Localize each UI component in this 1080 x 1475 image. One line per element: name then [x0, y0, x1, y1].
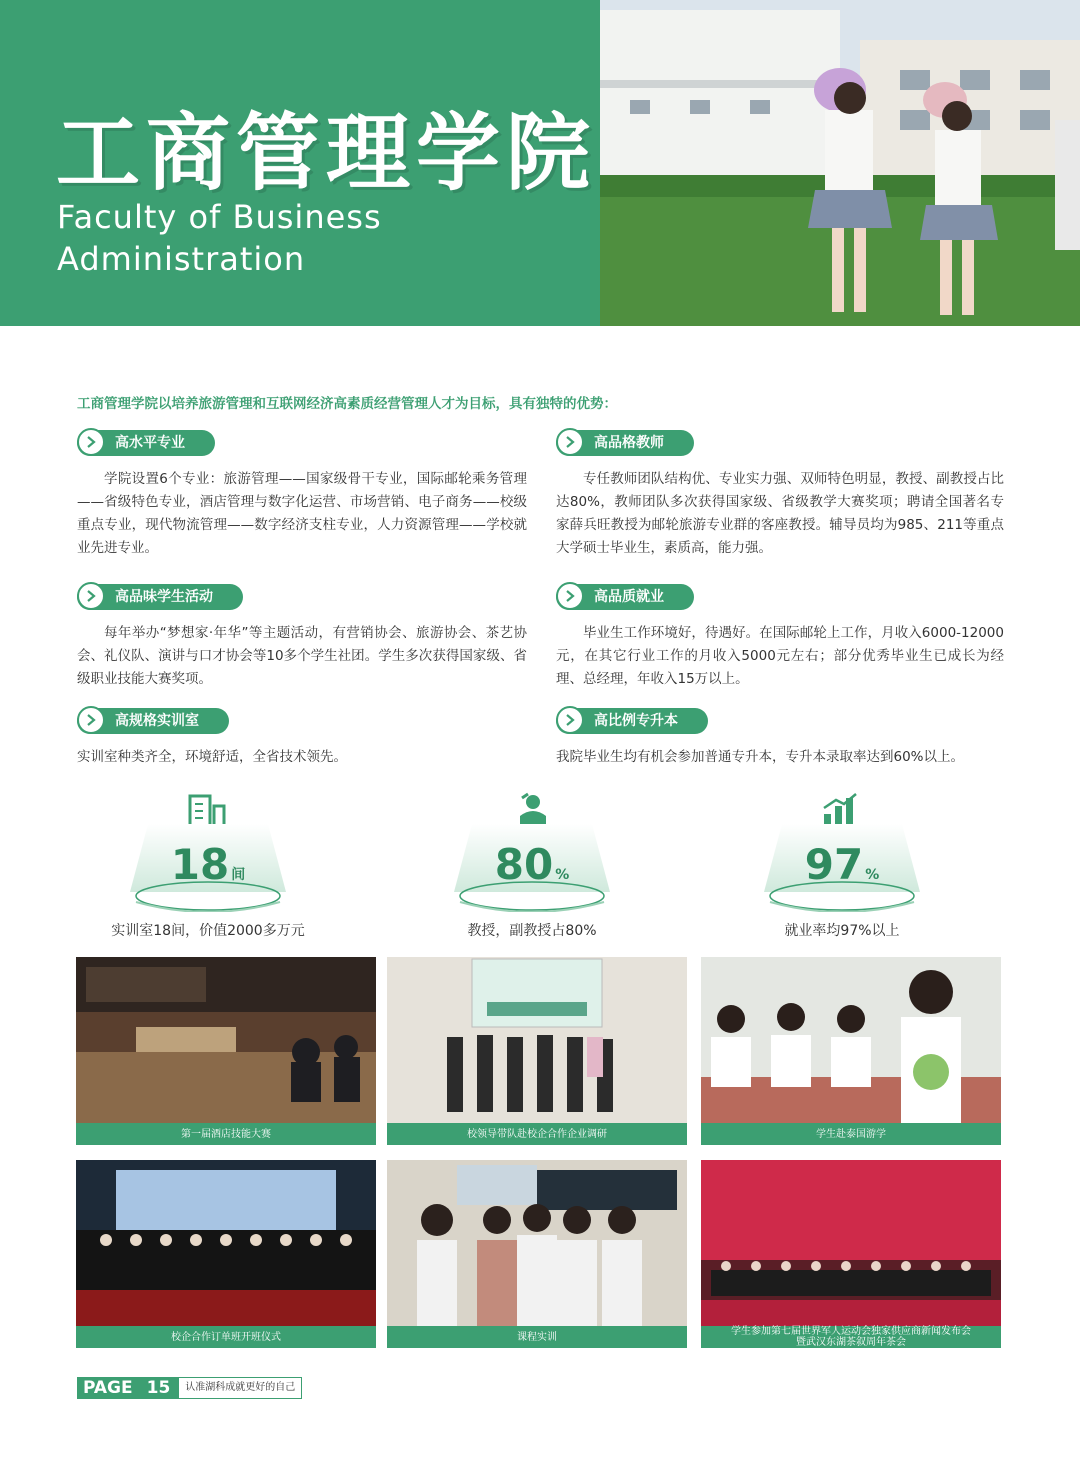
arrow-circle-icon: [77, 428, 105, 456]
photo-image: [387, 957, 687, 1123]
photo-caption: 校领导带队赴校企合作企业调研: [387, 1123, 687, 1145]
feature-title: 高品格教师: [594, 435, 664, 451]
feature-labs: [77, 708, 527, 769]
photo-caption-line-2: 暨武汉东湖茶叙周年茶会: [796, 1337, 906, 1348]
feature-title-badge: [77, 584, 243, 610]
photo-course-training: [387, 1160, 687, 1348]
feature-text: 每年举办“梦想家·年华”等主题活动，有营销协会、旅游协会、茶艺协会、礼仪队、演讲与口才协会等10多个学生社团。学生多次获得国家级、省级职业技能大赛奖项。: [77, 625, 527, 687]
page-subtitle: [57, 196, 577, 280]
feature-title: 高品质就业: [594, 589, 664, 605]
stat-number: [382, 840, 682, 889]
photo-caption: 课程实训: [387, 1326, 687, 1348]
photo-military-games-conference: [701, 1160, 1001, 1348]
page-title: 工商管理学院: [56, 104, 597, 202]
page-footer: [77, 1377, 302, 1399]
stat-teachers: [382, 792, 682, 942]
page-label: PAGE: [83, 1378, 133, 1398]
photo-caption: 校企合作订单班开班仪式: [76, 1326, 376, 1348]
page-number-box: [77, 1377, 178, 1399]
arrow-circle-icon: [556, 706, 584, 734]
arrow-circle-icon: [556, 582, 584, 610]
students-jumping-illustration: [600, 0, 1080, 326]
photo-enterprise-visit: [387, 957, 687, 1145]
arrow-circle-icon: [77, 706, 105, 734]
stat-caption: 教授，副教授占80%: [467, 923, 597, 939]
feature-professional: [77, 430, 527, 560]
photo-image: [76, 957, 376, 1123]
subtitle-line-1: Faculty of Business: [57, 198, 382, 236]
stat-unit: %: [555, 867, 570, 883]
stat-number: [692, 840, 992, 889]
feature-upgrade: [556, 708, 1004, 769]
stat-caption: 实训室18间，价值2000多万元: [111, 923, 305, 939]
arrow-circle-icon: [556, 428, 584, 456]
stat-value: 97: [804, 840, 864, 889]
stat-number: [58, 840, 358, 889]
intro-text: 工商管理学院以培养旅游管理和互联网经济高素质经营管理人才为目标，具有独特的优势：: [77, 396, 617, 412]
photo-caption: [701, 1326, 1001, 1348]
stat-labs: [58, 792, 358, 942]
feature-text: 学院设置6个专业：旅游管理——国家级骨干专业，国际邮轮乘务管理——省级特色专业，酒店管理与数字化运营、市场营销、电子商务——校级重点专业，现代物流管理——数字经济支柱专业，人力资源管理——学校就业先进专业。: [77, 471, 527, 556]
photo-order-class-ceremony: [76, 1160, 376, 1348]
stat-employment: [692, 792, 992, 942]
photo-caption: 第一届酒店技能大赛: [76, 1123, 376, 1145]
page-number: 15: [146, 1378, 171, 1398]
stat-value: 18: [170, 840, 230, 889]
header-banner: [0, 0, 1080, 326]
feature-title-badge: [77, 708, 229, 734]
photo-image: [701, 1160, 1001, 1326]
stat-unit: 间: [231, 867, 246, 883]
photo-caption: 学生赴泰国游学: [701, 1123, 1001, 1145]
photo-image: [387, 1160, 687, 1326]
photo-thailand-study-tour: [701, 957, 1001, 1145]
feature-title: 高品味学生活动: [115, 589, 213, 605]
feature-text: 毕业生工作环境好，待遇好。在国际邮轮上工作，月收入6000-12000元，在其它行业工作的月收入5000元左右；部分优秀毕业生已成长为经理、总经理，年收入15万以上。: [556, 625, 1004, 687]
arrow-circle-icon: [77, 582, 105, 610]
feature-employment: [556, 584, 1004, 691]
feature-title: 高比例专升本: [594, 713, 678, 729]
feature-title-badge: [556, 430, 694, 456]
photo-image: [701, 957, 1001, 1123]
photo-hotel-skills-contest: [76, 957, 376, 1145]
feature-title-badge: [556, 584, 694, 610]
subtitle-line-2: Administration: [57, 240, 306, 278]
feature-title: 高规格实训室: [115, 713, 199, 729]
feature-activities: [77, 584, 527, 691]
stat-value: 80: [494, 840, 554, 889]
photo-caption-line-1: 学生参加第七届世界军人运动会独家供应商新闻发布会: [731, 1326, 971, 1337]
stat-caption: 就业率均97%以上: [784, 923, 900, 939]
feature-title-badge: [77, 430, 215, 456]
feature-text: 专任教师团队结构优、专业实力强、双师特色明显，教授、副教授占比达80%，教师团队多次获得国家级、省级教学大赛奖项；聘请全国著名专家薛兵旺教授为邮轮旅游专业群的客座教授。辅导员均为985、211等重点大学硕士毕业生，素质高，能力强。: [556, 471, 1004, 556]
header-photo-students: [600, 0, 1080, 326]
feature-title: 高水平专业: [115, 435, 185, 451]
feature-teachers: [556, 430, 1004, 560]
feature-text: 实训室种类齐全，环境舒适，全省技术领先。: [77, 749, 347, 765]
footer-slogan: 认准湖科成就更好的自己: [178, 1377, 302, 1399]
stat-unit: %: [865, 867, 880, 883]
photo-image: [76, 1160, 376, 1326]
feature-text: 我院毕业生均有机会参加普通专升本，专升本录取率达到60%以上。: [556, 749, 965, 765]
feature-title-badge: [556, 708, 708, 734]
